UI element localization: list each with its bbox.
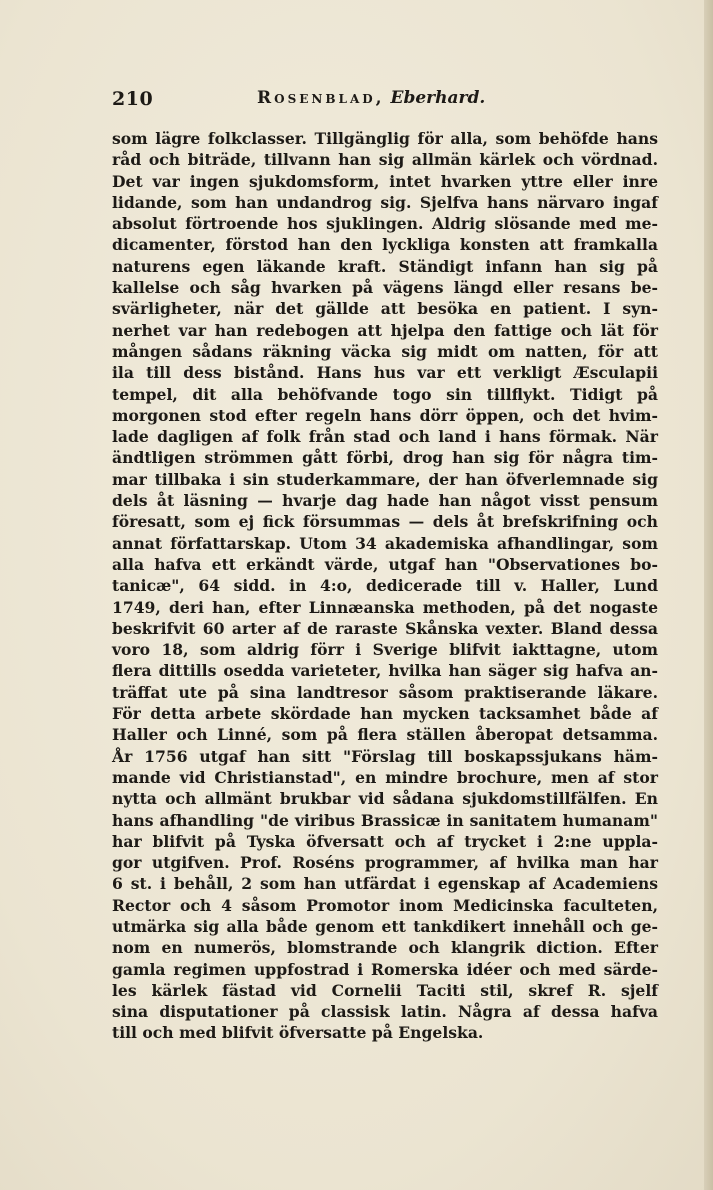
- text-line: träffat ute på sina landtresor såsom praktiserande läkare.: [112, 682, 658, 702]
- text-line: mången sådans räkning väcka sig midt om natten, för att: [112, 341, 658, 361]
- text-line: voro 18, som aldrig förr i Sverige blifvit iakttagne, utom: [112, 640, 658, 660]
- text-line: kallelse och såg hvarken på vägens längd eller resans be-: [112, 278, 658, 298]
- text-line: lidande, som han undandrog sig. Sjelfva hans närvaro ingaf: [112, 192, 658, 212]
- text-line: sina disputationer på classisk latin. Några af dessa hafva: [112, 1002, 658, 1022]
- text-line: dicamenter, förstod han den lyckliga konsten att framkalla: [112, 235, 658, 255]
- text-line: hans afhandling "de viribus Brassicæ in sanitatem humanam": [112, 810, 658, 830]
- text-line: som lägre folkclasser. Tillgänglig för alla, som behöfde hans: [112, 129, 658, 148]
- page-header: [112, 86, 632, 116]
- text-line: tempel, dit alla behöfvande togo sin tillflykt. Tidigt på: [112, 384, 658, 404]
- running-head-given-name: Eberhard.: [390, 88, 486, 108]
- text-line: gor utgifven. Prof. Roséns programmer, af hvilka man har: [112, 853, 658, 873]
- text-line: ila till dess bistånd. Hans hus var ett verkligt Æsculapii: [112, 363, 658, 383]
- text-line: absolut förtroende hos sjuklingen. Aldrig slösande med me-: [112, 214, 658, 234]
- running-head: [257, 88, 485, 108]
- text-line: svärligheter, när det gällde att besöka en patient. I syn-: [112, 299, 658, 319]
- text-line: tanicæ", 64 sidd. in 4:o, dedicerade till v. Haller, Lund: [112, 576, 658, 596]
- text-line: utmärka sig alla både genom ett tankdikert innehåll och ge-: [112, 916, 658, 936]
- text-line: naturens egen läkande kraft. Ständigt infann han sig på: [112, 256, 658, 276]
- text-line: lade dagligen af folk från stad och land i hans förmak. När: [112, 427, 658, 447]
- text-line: har blifvit på Tyska öfversatt och af trycket i 2:ne uppla-: [112, 831, 658, 851]
- text-line: annat författarskap. Utom 34 akademiska afhandlingar, som: [112, 533, 658, 553]
- text-line: ändtligen strömmen gått förbi, drog han sig för några tim-: [112, 448, 658, 468]
- text-line: les kärlek fästad vid Cornelii Taciti stil, skref R. sjelf: [112, 980, 658, 1000]
- text-line: morgonen stod efter regeln hans dörr öppen, och det hvim-: [112, 405, 658, 425]
- text-line: För detta arbete skördade han mycken tacksamhet både af: [112, 704, 658, 724]
- text-line: till och med blifvit öfversatte på Engelska.: [112, 1023, 484, 1043]
- text-line: nom en numerös, blomstrande och klangrik diction. Efter: [112, 938, 658, 958]
- text-line: nytta och allmänt brukbar vid sådana sjukdomstillfälfen. En: [112, 789, 658, 809]
- page-edge: [704, 0, 713, 1190]
- text-line: mande vid Christianstad", en mindre brochure, men af stor: [112, 767, 658, 787]
- text-line: flera dittills osedda varieteter, hvilka han säger sig hafva an-: [112, 661, 658, 681]
- text-line: nerhet var han redebogen att hjelpa den fattige och lät för: [112, 320, 658, 340]
- page-number: 210: [112, 88, 154, 110]
- text-line: År 1756 utgaf han sitt "Förslag till boskapssjukans häm-: [112, 746, 658, 766]
- text-line: beskrifvit 60 arter af de raraste Skånska vexter. Bland dessa: [112, 618, 658, 638]
- body-text: [112, 128, 658, 1044]
- text-line: föresatt, som ej fick försummas — dels åt brefskrifning och: [112, 512, 658, 532]
- text-line: 1749, deri han, efter Linnæanska methoden, på det nogaste: [112, 597, 658, 617]
- text-line: Haller och Linné, som på flera ställen åberopat detsamma.: [112, 725, 658, 745]
- text-line: 6 st. i behåll, 2 som han utfärdat i egenskap af Academiens: [112, 874, 658, 894]
- text-line: dels åt läsning — hvarje dag hade han något visst pensum: [112, 491, 658, 511]
- text-line: alla hafva ett erkändt värde, utgaf han "Observationes bo-: [112, 554, 658, 574]
- text-line: Rector och 4 såsom Promotor inom Medicinska faculteten,: [112, 895, 658, 915]
- text-line: råd och biträde, tillvann han sig allmän kärlek och vördnad.: [112, 150, 658, 170]
- text-line: Det var ingen sjukdomsform, intet hvarken yttre eller inre: [112, 171, 658, 191]
- running-head-surname: Rosenblad,: [257, 88, 385, 108]
- text-line: gamla regimen uppfostrad i Romerska idéer och med särde-: [112, 959, 658, 979]
- text-line: mar tillbaka i sin studerkammare, der han öfverlemnade sig: [112, 469, 658, 489]
